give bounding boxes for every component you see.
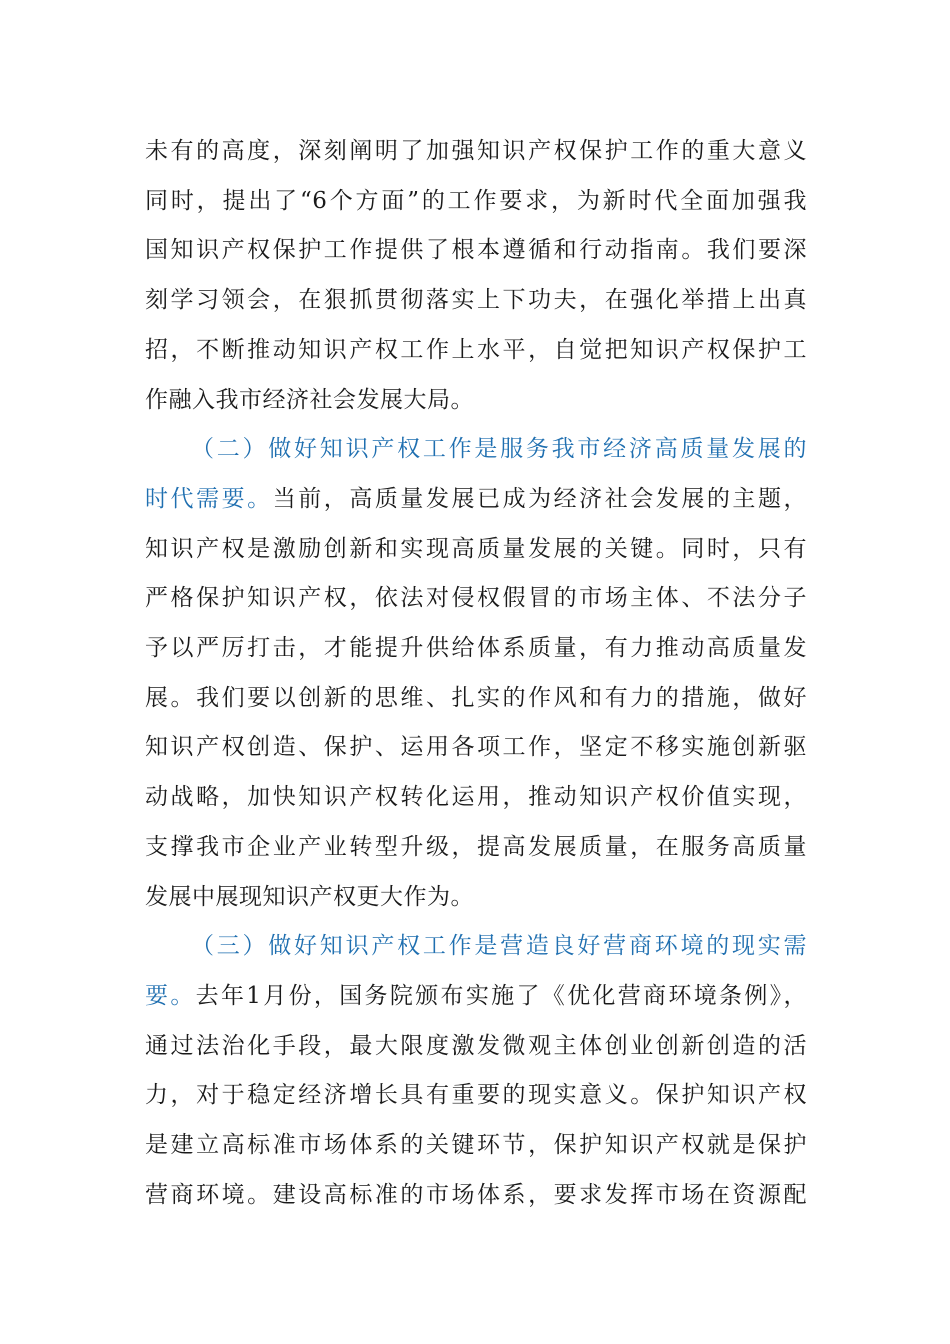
body-text: [145, 127, 807, 1220]
section-heading: （三）做好知识产权工作是营造良好营商环境的现实需: [191, 933, 807, 960]
paragraph-2: [145, 425, 807, 922]
text-line: 展。我们要以创新的思维、扎实的作风和有力的措施，做好: [145, 684, 807, 711]
text-line: 予以严厉打击，才能提升供给体系质量，有力推动高质量发: [145, 635, 807, 662]
paragraph-3: [145, 922, 807, 1220]
text-line: 力，对于稳定经济增长具有重要的现实意义。保护知识产权: [145, 1082, 807, 1109]
text-line: 刻学习领会，在狠抓贯彻落实上下功夫，在强化举措上出真: [145, 287, 807, 314]
text-line: [145, 972, 807, 1022]
text-line: 未有的高度，深刻阐明了加强知识产权保护工作的重大意义: [145, 138, 807, 164]
section-heading-end: 要。: [145, 982, 196, 1009]
text-line: 是建立高标准市场体系的关键环节，保护知识产权就是保护: [145, 1132, 807, 1159]
text-line: 知识产权创造、保护、运用各项工作，坚定不移实施创新驱: [145, 734, 807, 761]
text-line: 发展中展现知识产权更大作为。: [145, 883, 474, 910]
section-heading: （二）做好知识产权工作是服务我市经济高质量发展的: [191, 436, 807, 463]
text-line: 国知识产权保护工作提供了根本遵循和行动指南。我们要深: [145, 237, 807, 264]
text-line: 通过法治化手段，最大限度激发微观主体创业创新创造的活: [145, 1032, 807, 1059]
text-line-rest: 去年1月份，国务院颁布实施了《优化营商环境条例》，: [195, 982, 808, 1009]
section-heading-end: 时代需要。: [145, 485, 273, 512]
text-line-rest: 当前，高质量发展已成为经济社会发展的主题，: [272, 485, 808, 512]
text-line: [145, 475, 807, 525]
text-line: 营商环境。建设高标准的市场体系，要求发挥市场在资源配: [145, 1181, 807, 1208]
text-line: 支撑我市企业产业转型升级，提高发展质量，在服务高质量: [145, 833, 807, 860]
text-line: 动战略，加快知识产权转化运用，推动知识产权价值实现，: [145, 784, 807, 811]
text-line: 招，不断推动知识产权工作上水平，自觉把知识产权保护工: [145, 336, 807, 363]
text-line: 严格保护知识产权，依法对侵权假冒的市场主体、不法分子: [145, 585, 807, 612]
text-line: 知识产权是激励创新和实现高质量发展的关键。同时，只有: [145, 535, 807, 562]
paragraph-1: [145, 127, 807, 425]
text-line: 作融入我市经济社会发展大局。: [145, 386, 474, 413]
text-line: 同时，提出了“6个方面”的工作要求，为新时代全面加强我: [145, 187, 807, 214]
